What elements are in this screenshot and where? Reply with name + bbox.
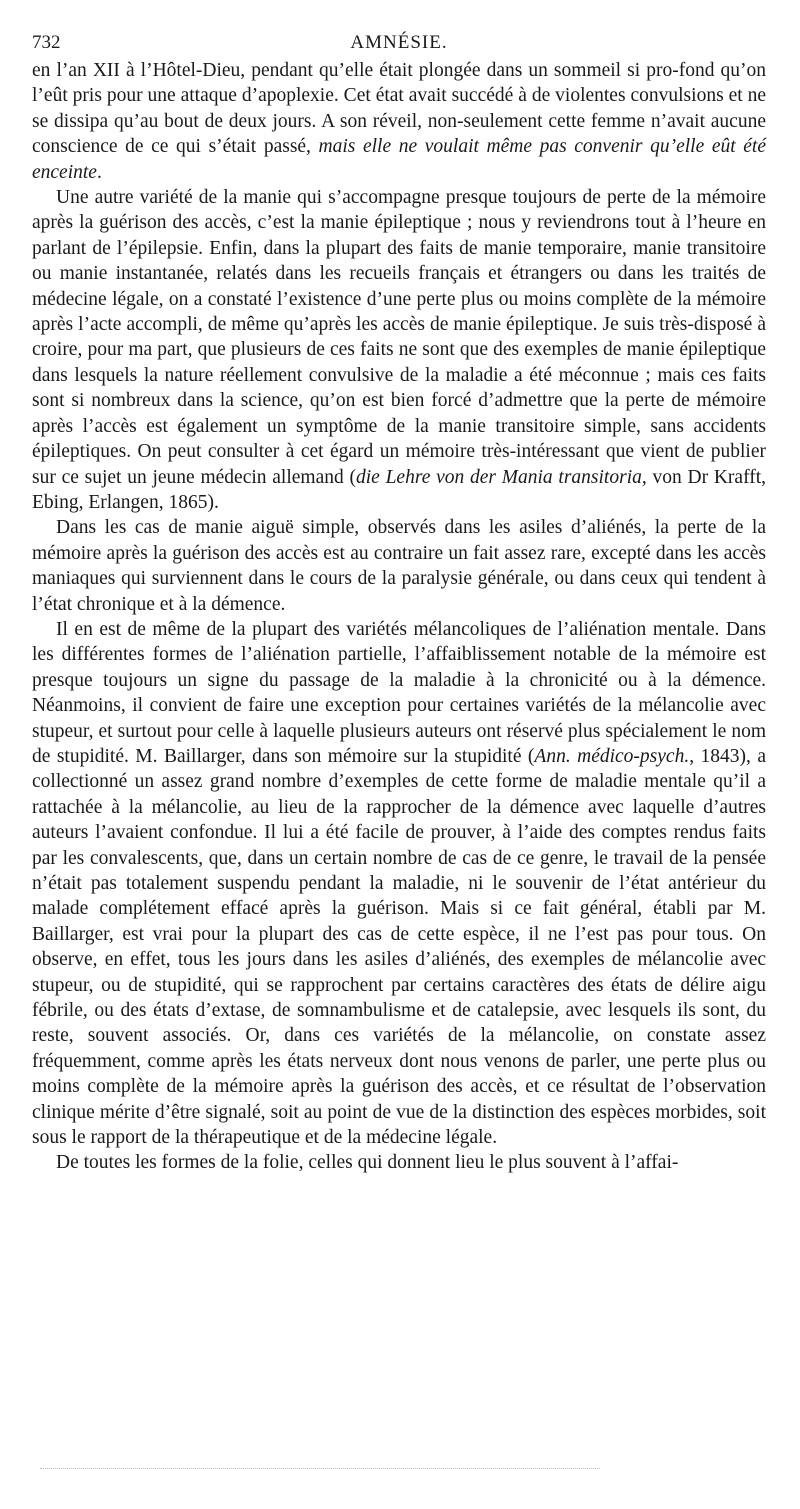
- paragraph: [32, 185, 766, 515]
- paragraph: [32, 515, 766, 617]
- running-head: [32, 28, 766, 58]
- body-text: [32, 58, 766, 1176]
- page-number: 732: [32, 32, 61, 53]
- page-title: AMNÉSIE.: [350, 32, 448, 53]
- paragraph: [32, 58, 766, 185]
- text-run: , 1843), a collectionné un assez grand nombre d’exemples de cette forme de maladie mentale qu’il a rattachée à la mélancolie, au lieu de la rapprocher de la démence avec laquelle d’autres auteurs l’avaient confondue. Il lui a été facile de prouver, à l’aide des comptes rendus faits par les convalescents, que, dans un certain nombre de cas de ce genre, le travail de la pensée n’était pas totalement suspendu pendant la maladie, ni le souvenir de l’état antérieur du malade complétement effacé après la guérison. Mais si ce fait général, établi par M. Baillarger, est vrai pour la plupart des cas de cette espèce, il ne l’est pas pour tous. On observe, en effet, tous les jours dans les asiles d’aliénés, des exemples de mélancolie avec stupeur, ou de stupidité, qui se rapprochent par certains caractères des états de délire aigu fébrile, ou des états d’extase, de somnambulisme et de catalepsie, avec lesquels ils sont, du reste, souvent associés. Or, dans ces variétés de la mélancolie, on constate assez fréquemment, comme après les états nerveux dont nous venons de parler, une perte plus ou moins complète de la mémoire après la guérison des accès, et ce résultat de l’observation clinique mérite d’être signalé, soit au point de vue de la distinction des espèces morbides, soit sous le rapport de la thérapeutique et de la médecine légale.: [32, 745, 766, 1149]
- italic-text: mais elle ne voulait même pas convenir qu’elle eût été enceinte: [32, 136, 766, 183]
- text-run: Il en est de même de la plupart des variétés mélancoliques de l’aliénation mentale. Dans les différentes formes de l’aliénation partielle, l’affaiblissement notable de la mémoire est presque toujours un signe du passage de la maladie à la chronicité ou à la démence. Néanmoins, il convient de faire une exception pour certaines variétés de la mélancolie avec stupeur, et surtout pour celle à laquelle plusieurs auteurs ont réservé plus spécialement le nom de stupidité. M. Baillarger, dans son mémoire sur la stupidité (: [32, 618, 766, 767]
- paragraph: [32, 617, 766, 1151]
- text-run: Une autre variété de la manie qui s’accompagne presque toujours de perte de la mémoire après la guérison des accès, c’est la manie épileptique ; nous y reviendrons tout à l’heure en parlant de l’épilepsie. Enfin, dans la plupart des faits de manie temporaire, manie transitoire ou manie instantanée, relatés dans les recueils français et étrangers ou dans les traités de médecine légale, on a constaté l’existence d’une perte plus ou moins complète de la mémoire après l’acte accompli, de même qu’après les accès de manie épileptique. Je suis très-disposé à croire, pour ma part, que plusieurs de ces faits ne sont que des exemples de manie épileptique dans lesquels la nature réellement convulsive de la maladie a été méconnue ; mais ces faits sont si nombreux dans la science, qu’on est bien forcé d’admettre que la perte de mémoire après l’accès est également un symptôme de la manie transitoire simple, sans accidents épileptiques. On peut consulter à cet égard un mémoire très-intéressant que vient de publier sur ce sujet un jeune médecin allemand (: [32, 187, 766, 488]
- text-run: en l’an XII à l’Hôtel-Dieu, pendant qu’elle était plongée dans un sommeil si pro-fond qu’on l’eût pris pour une attaque d’apoplexie. Cet état avait succédé à de violentes convulsions et ne se dissipa qu’au bout de deux jours. A son réveil, non-seulement cette femme n’avait aucune conscience de ce qui s’était passé,: [32, 60, 766, 158]
- text-run: .: [96, 161, 102, 183]
- text-run: De toutes les formes de la folie, celles qui donnent lieu le plus souvent à l’affai-: [56, 1152, 679, 1174]
- paragraph: [32, 1150, 766, 1175]
- text-run: Dans les cas de manie aiguë simple, observés dans les asiles d’aliénés, la perte de la mémoire après la guérison des accès est au contraire un fait assez rare, excepté dans les accès maniaques qui surviennent dans le cours de la paralysie générale, ou dans ceux qui tendent à l’état chronique et à la démence.: [32, 517, 766, 615]
- page: [32, 28, 766, 1176]
- italic-text: Ann. médico-psych.: [534, 745, 690, 767]
- italic-text: die Lehre von der Mania transitoria: [356, 466, 642, 488]
- text-run: , von Dr Krafft, Ebing, Erlangen, 1865).: [32, 466, 766, 513]
- footer-rule: [40, 1468, 600, 1469]
